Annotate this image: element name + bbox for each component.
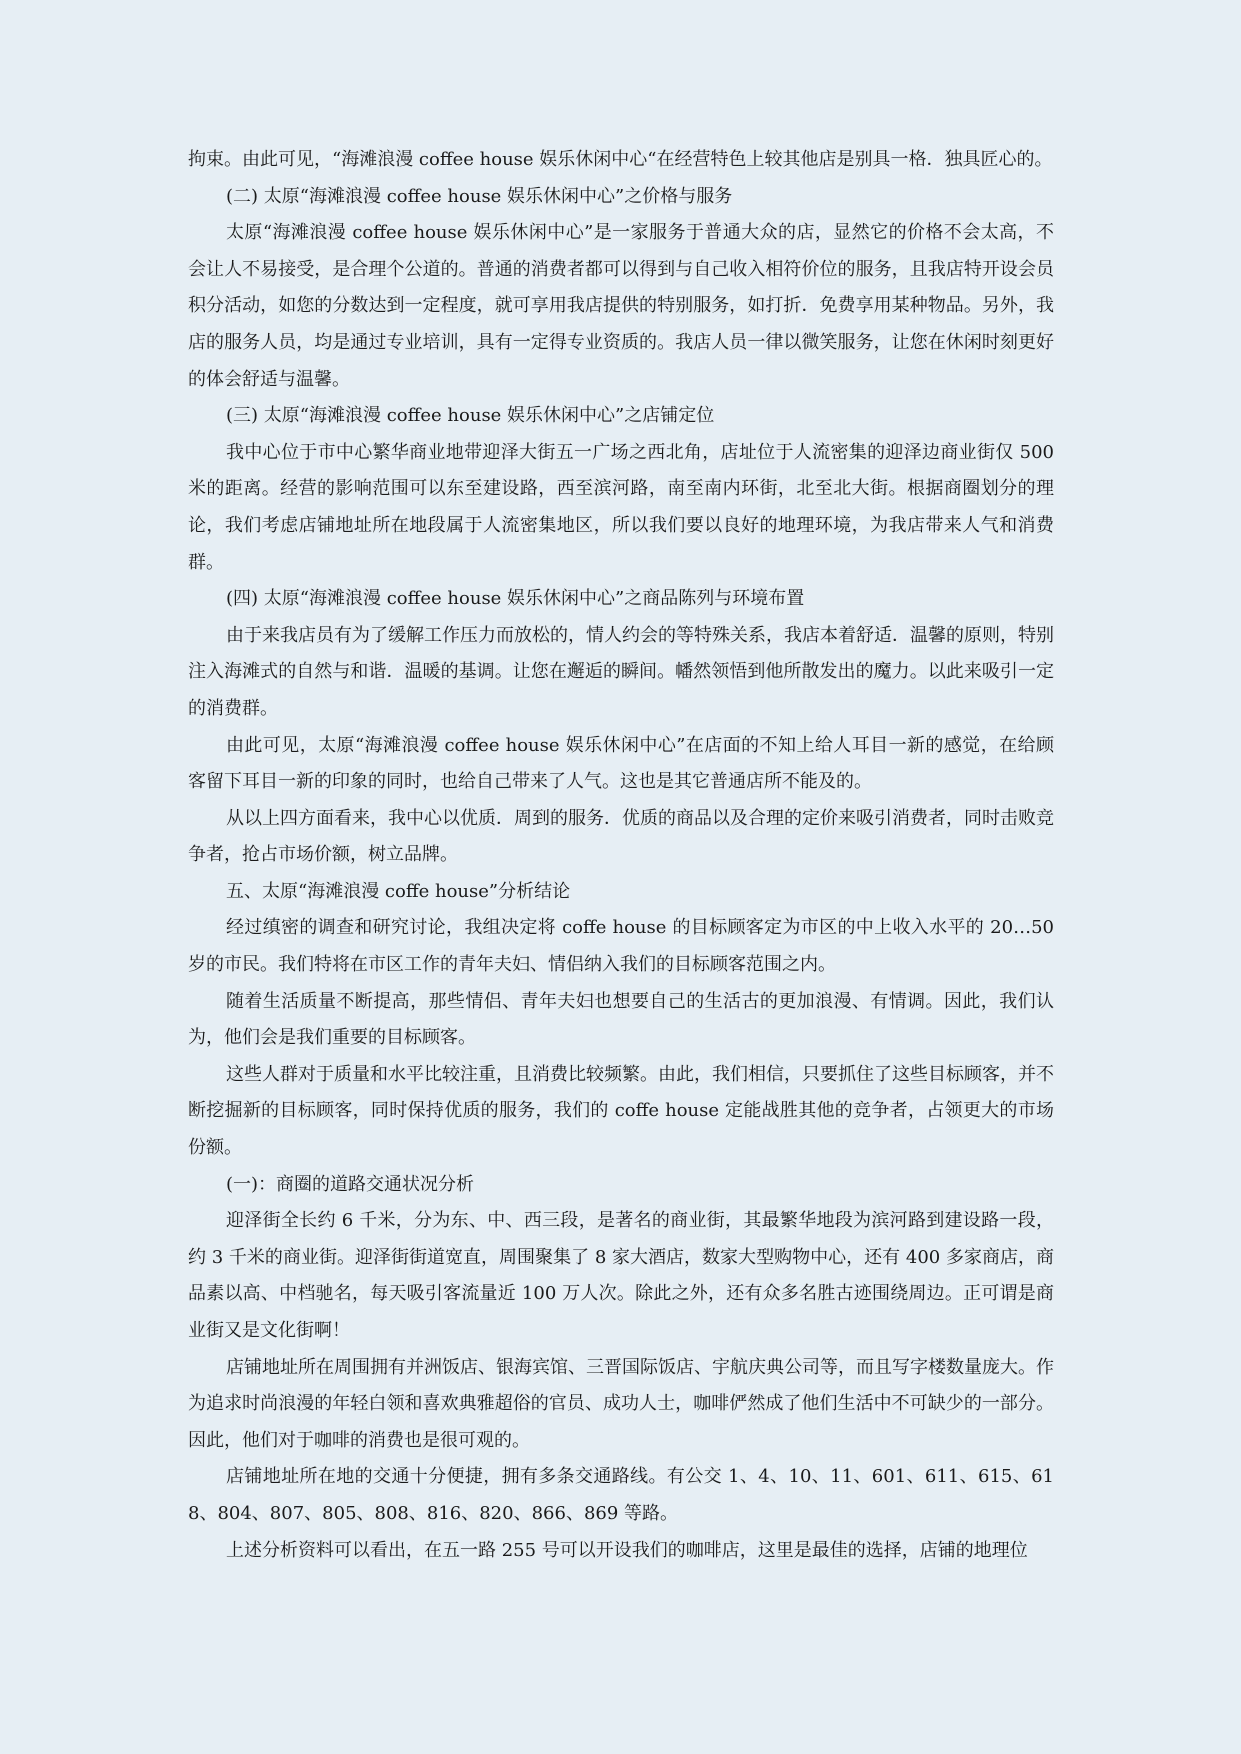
body-paragraph: 拘束。由此可见，“海滩浪漫 coffee house 娱乐休闲中心“在经营特色上较其他店是别具一格．独具匠心的。 xyxy=(188,149,1053,170)
section-heading: (三) 太原“海滩浪漫 coffee house 娱乐休闲中心”之店铺定位 xyxy=(226,405,715,427)
body-paragraph: 这些人群对于质量和水平比较注重，且消费比较频繁。由此，我们相信，只要抓住了这些目标顾客，并不断挖掘新的目标顾客，同时保持优质的服务，我们的 coffe house 定能战胜其他的竞争者，占领更大的市场份额。 xyxy=(188,1063,1054,1159)
section-heading: (四) 太原“海滩浪漫 coffee house 娱乐休闲中心”之商品陈列与环境布置 xyxy=(226,588,805,610)
section-heading: (二) 太原“海滩浪漫 coffee house 娱乐休闲中心”之价格与服务 xyxy=(226,185,733,207)
body-paragraph: 我中心位于市中心繁华商业地带迎泽大街五一广场之西北角，店址位于人流密集的迎泽边商业街仅 500 米的距离。经营的影响范围可以东至建设路，西至滨河路，南至南内环街，北至北大街。根据商圈划分的理论，我们考虑店铺地址所在地段属于人流密集地区，所以我们要以良好的地理环境，为我店带来人气和消费群。 xyxy=(188,441,1054,573)
body-paragraph: 店铺地址所在地的交通十分便捷，拥有多条交通路线。有公交 1、4、10、11、601、611、615、618、804、807、805、808、816、820、866、869 等路。 xyxy=(188,1466,1054,1524)
body-paragraph: 从以上四方面看来，我中心以优质．周到的服务．优质的商品以及合理的定价来吸引消费者，同时击败竞争者，抢占市场价额，树立品牌。 xyxy=(188,807,1054,866)
body-paragraph: 太原“海滩浪漫 coffee house 娱乐休闲中心”是一家服务于普通大众的店，显然它的价格不会太高，不会让人不易接受，是合理个公道的。普通的消费者都可以得到与自己收入相符价位的服务，且我店特开设会员积分活动，如您的分数达到一定程度，就可享用我店提供的特别服务，如打折．免费享用某种物品。另外，我店的服务人员，均是通过专业培训，具有一定得专业资质的。我店人员一律以微笑服务，让您在休闲时刻更好的体会舒适与温馨。 xyxy=(188,222,1054,390)
body-paragraph: 店铺地址所在周围拥有并洲饭店、银海宾馆、三晋国际饭店、宇航庆典公司等，而且写字楼数量庞大。作为追求时尚浪漫的年轻白领和喜欢典雅超俗的官员、成功人士，咖啡俨然成了他们生活中不可缺少的一部分。因此，他们对于咖啡的消费也是很可观的。 xyxy=(188,1356,1054,1451)
body-paragraph: 迎泽街全长约 6 千米，分为东、中、西三段，是著名的商业街，其最繁华地段为滨河路到建设路一段，约 3 千米的商业街。迎泽街街道宽直，周围聚集了 8 家大酒店，数家大型购物中心，还有 400 多家商店，商品素以高、中档驰名，每天吸引客流量近 100 万人次。除此之外，还有众多名胜古迹围绕周边。正可谓是商业街又是文化街啊！ xyxy=(188,1210,1054,1341)
body-paragraph: 由此可见，太原“海滩浪漫 coffee house 娱乐休闲中心”在店面的不知上给人耳目一新的感觉，在给顾客留下耳目一新的印象的同时，也给自己带来了人气。这也是其它普通店所不能及的。 xyxy=(188,734,1054,793)
section-heading: 五、太原“海滩浪漫 coffe house”分析结论 xyxy=(226,880,571,902)
document-body xyxy=(188,142,1054,1569)
body-paragraph: 经过缜密的调查和研究讨论，我组决定将 coffe house 的目标顾客定为市区的中上收入水平的 20…50 岁的市民。我们特将在市区工作的青年夫妇、情侣纳入我们的目标顾客范围之内。 xyxy=(188,917,1054,976)
body-paragraph: 上述分析资料可以看出，在五一路 255 号可以开设我们的咖啡店，这里是最佳的选择，店铺的地理位 xyxy=(226,1539,1028,1561)
section-heading: (一)：商圈的道路交通状况分析 xyxy=(226,1173,475,1195)
body-paragraph: 随着生活质量不断提高，那些情侣、青年夫妇也想要自己的生活古的更加浪漫、有情调。因此，我们认为，他们会是我们重要的目标顾客。 xyxy=(188,990,1054,1049)
body-paragraph: 由于来我店员有为了缓解工作压力而放松的，情人约会的等特殊关系，我店本着舒适．温馨的原则，特别注入海滩式的自然与和谐．温暖的基调。让您在邂逅的瞬间。幡然领悟到他所散发出的魔力。以此来吸引一定的消费群。 xyxy=(188,624,1054,719)
